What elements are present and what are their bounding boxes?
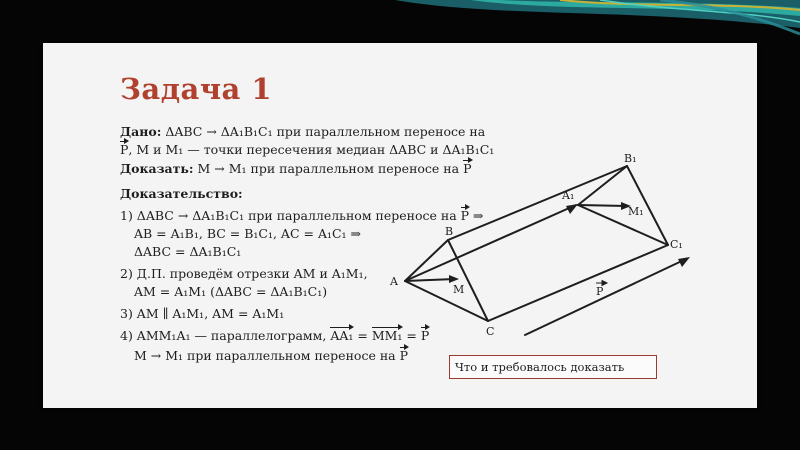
vector-p: P xyxy=(463,161,472,176)
conclusion-box: Что и требовалось доказать xyxy=(449,355,657,379)
label-p: P xyxy=(596,285,604,298)
label-a1: A₁ xyxy=(562,189,575,202)
step4-prefix: 4) AMM₁A₁ — параллелограмм, xyxy=(120,328,327,343)
label-m: M xyxy=(453,283,465,296)
equals-sign: = xyxy=(402,328,421,343)
vector-p: P xyxy=(120,142,129,157)
proof-step-4-line-1 xyxy=(120,328,429,344)
prove-label: Доказать: xyxy=(120,161,194,176)
edge-a1b1 xyxy=(578,166,627,205)
vector-p: P xyxy=(420,328,430,343)
arrowhead-am xyxy=(449,275,459,283)
label-a: A xyxy=(390,275,398,288)
equals-sign: = xyxy=(353,328,372,343)
vector-p: P xyxy=(460,208,470,223)
proof-step-4-line-2 xyxy=(134,348,408,364)
given-label: Дано: xyxy=(120,124,162,139)
slide-title: Задача 1 xyxy=(120,72,273,106)
segment-am xyxy=(405,279,455,281)
label-m1: M₁ xyxy=(628,205,644,218)
vector-mm1: MM₁ xyxy=(371,328,403,343)
label-c1: C₁ xyxy=(670,238,683,251)
edge-aa1 xyxy=(405,205,576,281)
given-line-1 xyxy=(120,124,485,140)
given-text-2: , M и M₁ — точки пересечения медиан ΔABC и ΔA₁B₁C₁ xyxy=(128,142,495,157)
arrowhead-p xyxy=(678,257,690,267)
arrowhead-aa1 xyxy=(566,204,578,214)
vector-p: P xyxy=(399,348,409,363)
step1-implies: ⇒ xyxy=(469,208,484,223)
prove-text: M → M₁ при параллельном переносе на xyxy=(197,161,460,176)
label-c: C xyxy=(486,325,495,338)
label-b1: B₁ xyxy=(624,152,637,165)
label-b: B xyxy=(445,225,454,238)
segment-a1m1 xyxy=(578,205,627,206)
proof-step-1-line-2: AB = A₁B₁, BC = B₁C₁, AC = A₁C₁ ⇒ xyxy=(134,226,362,241)
proof-step-3: 3) AM ∥ A₁M₁, AM = A₁M₁ xyxy=(120,306,285,321)
edge-ab xyxy=(405,240,448,281)
proof-label: Доказательство: xyxy=(120,186,243,201)
proof-step-1-line-3: ΔABC = ΔA₁B₁C₁ xyxy=(134,244,242,259)
step4-line2-text: M → M₁ при параллельном переносе на xyxy=(134,348,396,363)
prism-figure xyxy=(385,148,705,348)
edge-a1c1 xyxy=(578,205,668,245)
proof-step-2-line-1: 2) Д.П. проведём отрезки AM и A₁M₁, xyxy=(120,266,368,281)
edge-ac xyxy=(405,281,488,321)
step1-text: 1) ΔABC → ΔA₁B₁C₁ при параллельном переносе на xyxy=(120,208,457,223)
proof-step-2-line-2: AM = A₁M₁ (ΔABC = ΔA₁B₁C₁) xyxy=(134,284,328,299)
edge-bb1 xyxy=(448,166,627,240)
vector-aa1: AA₁ xyxy=(330,328,354,343)
given-text-1: ΔABC → ΔA₁B₁C₁ при параллельном переносе на xyxy=(165,124,486,139)
